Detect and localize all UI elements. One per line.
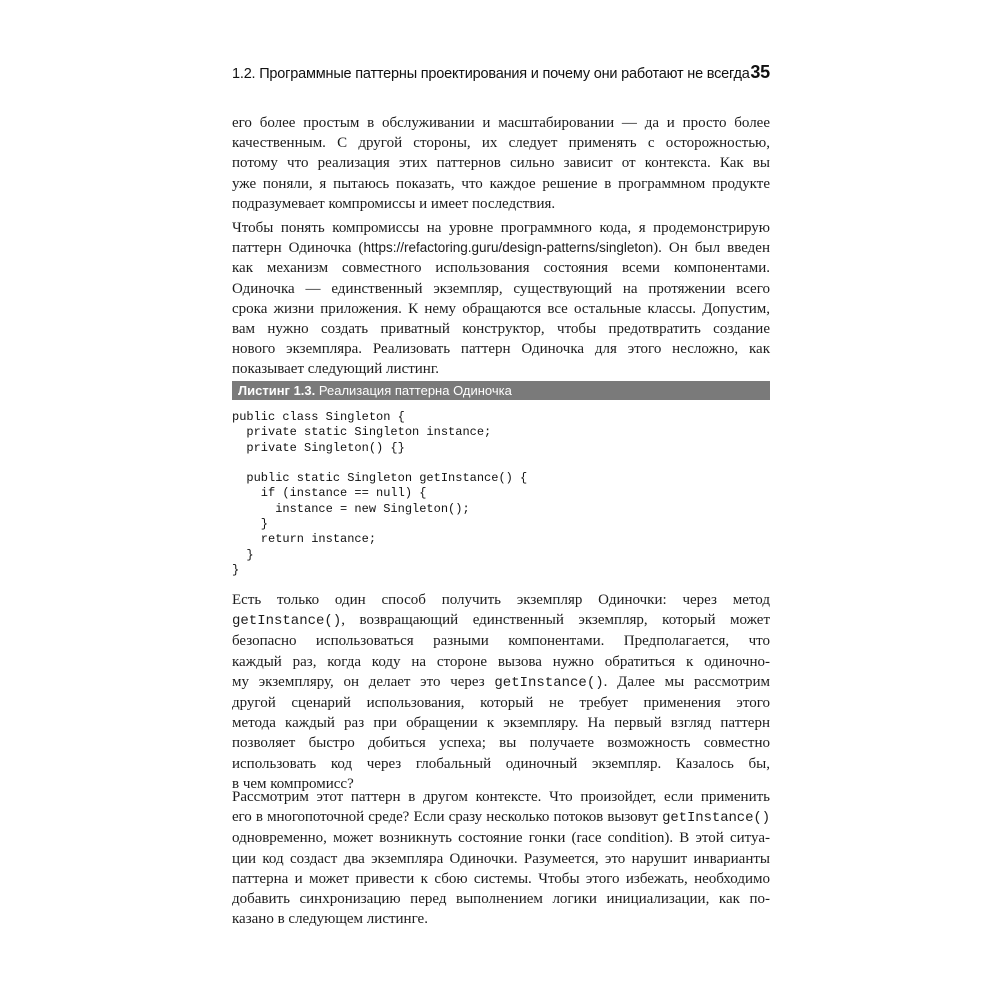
code-line: if (instance == null) {	[232, 486, 427, 501]
text-fragment: паттерн Одиночка (	[232, 240, 364, 257]
text-line-with-code	[232, 672, 770, 693]
text-line: уже поняли, я пытаюсь показать, что каждое решение в программном продукте	[232, 175, 770, 192]
text-line: как механизм совместного использования состояния всеми компонентами.	[232, 260, 770, 277]
page-number: 35	[750, 62, 770, 82]
text-line: Чтобы понять компромиссы на уровне программного кода, я продемонстрирую	[232, 220, 770, 236]
listing-caption-bar	[232, 381, 770, 400]
text-line: безопасно использоваться разными компонентами. Предполагается, что	[232, 633, 770, 650]
text-fragment: му экземпляру, он делает это через	[232, 673, 495, 690]
text-line: показывает следующий листинг.	[232, 361, 440, 378]
code-line: return instance;	[232, 532, 377, 547]
text-line: его более простым в обслуживании и масштабировании — да и просто более	[232, 115, 770, 131]
code-line: public class Singleton {	[232, 410, 405, 424]
listing-label: Листинг 1.3.	[238, 383, 316, 398]
text-line-with-code	[232, 807, 770, 828]
inline-code: getInstance()	[662, 810, 770, 827]
text-line-with-code	[232, 610, 770, 631]
code-line: }	[232, 547, 254, 562]
code-line: }	[232, 562, 240, 577]
text-line: нового экземпляра. Реализовать паттерн Одиночка для этого несложно, как	[232, 341, 770, 358]
text-line: в чем компромисс?	[232, 775, 354, 792]
text-line: вам нужно создать приватный конструктор, чтобы предотвратить создание	[232, 321, 770, 338]
text-line: одновременно, может возникнуть состояние гонки (race condition). В этой ситуа-	[232, 830, 770, 847]
code-listing	[232, 410, 527, 578]
inline-code: getInstance()	[232, 613, 342, 630]
text-fragment: ). Он был введен	[653, 240, 770, 257]
text-line: Есть только один способ получить экземпляр Одиночки: через метод	[232, 592, 770, 608]
paragraph-2	[232, 218, 770, 380]
text-line: каждый раз, когда коду на стороне вызова нужно обратиться к одиночно-	[232, 653, 770, 670]
text-line-with-link	[232, 238, 770, 258]
listing-caption: Реализация паттерна Одиночка	[318, 383, 512, 398]
text-line: паттерна и может привести к сбою системы. Чтобы этого избежать, необходимо	[232, 870, 770, 887]
text-line: потому что реализация этих паттернов сильно зависит от контекста. Как вы	[232, 155, 770, 172]
text-line: казано в следующем листинге.	[232, 911, 428, 928]
text-line: метода каждый раз при обращении к экземпляру. На первый взгляд паттерн	[232, 715, 770, 732]
running-header	[232, 62, 770, 83]
text-line: срока жизни приложения. К нему обращаются все остальные классы. Допустим,	[232, 300, 770, 317]
text-line: добавить синхронизацию перед выполнением логики инициализации, как по-	[232, 891, 770, 908]
text-fragment: его в многопоточной среде? Если сразу несколько потоков вызовут	[232, 809, 663, 826]
text-line: Рассмотрим этот паттерн в другом контексте. Что произойдет, если применить	[232, 789, 770, 805]
code-line: instance = new Singleton();	[232, 501, 470, 516]
inline-code: getInstance()	[494, 674, 604, 691]
text-line: использовать код через глобальный одиночный экземпляр. Казалось бы,	[232, 755, 770, 772]
text-line: позволяет быстро добиться успеха; вы получаете возможность совместно	[232, 735, 770, 752]
chapter-title: 1.2. Программные паттерны проектирования и почему они работают не всегда	[232, 66, 750, 82]
paragraph-4	[232, 787, 770, 929]
text-line: качественным. С другой стороны, их следует применять с осторожностью,	[232, 135, 770, 152]
text-line: Одиночка — единственный экземпляр, существующий на протяжении всего	[232, 280, 770, 297]
code-line: private Singleton() {}	[232, 440, 405, 455]
code-line	[232, 456, 527, 471]
code-line: private static Singleton instance;	[232, 425, 492, 440]
code-line: }	[232, 517, 269, 532]
code-line: public static Singleton getInstance() {	[232, 471, 528, 486]
paragraph-1	[232, 113, 770, 214]
text-line: подразумевает компромиссы и имеет последствия.	[232, 195, 556, 212]
text-fragment: . Далее мы рассмотрим	[603, 673, 770, 690]
text-fragment: , возвращающий единственный экземпляр, который может	[341, 612, 770, 629]
singleton-url-link[interactable]: https://refactoring.guru/design-patterns/singleton	[363, 240, 654, 256]
text-line: ции код создаст два экземпляра Одиночки. Разумеется, это нарушит инварианты	[232, 850, 770, 867]
text-line: другой сценарий использования, который не требует применения этого	[232, 695, 770, 712]
paragraph-3	[232, 590, 770, 794]
